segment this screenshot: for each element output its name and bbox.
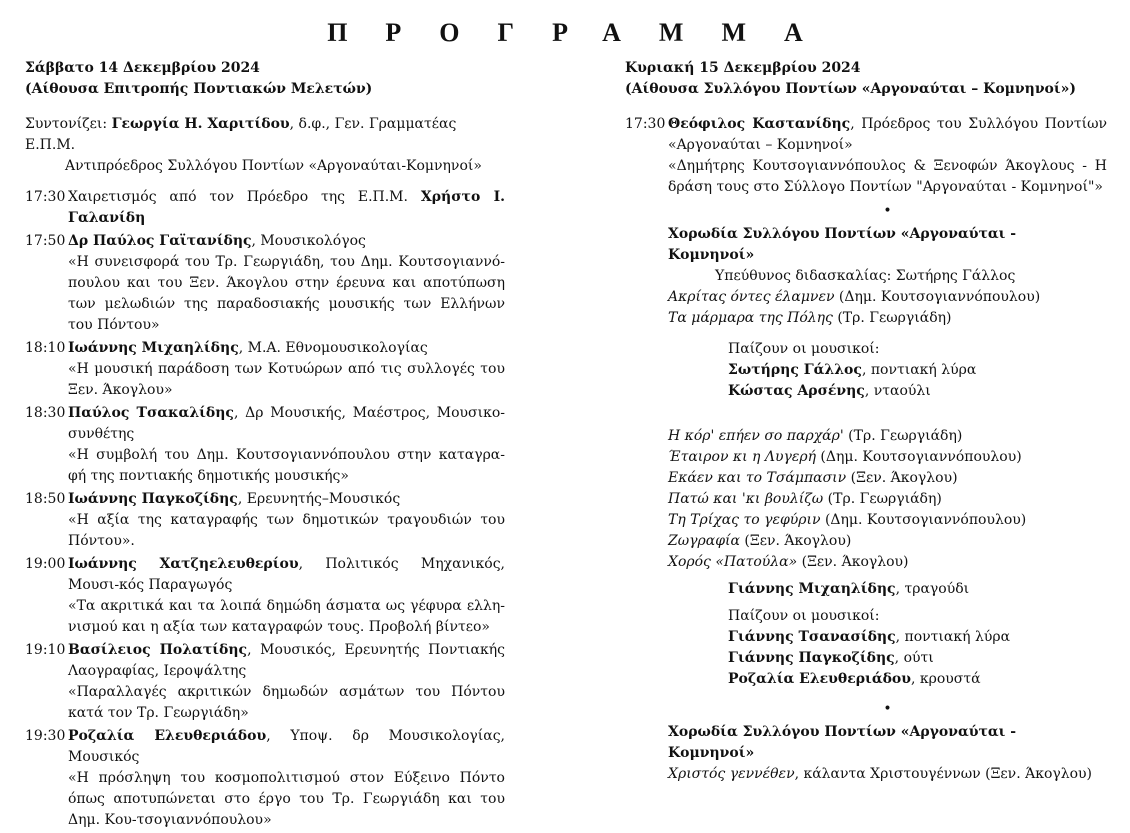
coordinator-prefix: Συντονίζει: (25, 116, 112, 132)
musician-instrument: , ποντιακή λύρα (895, 629, 1011, 645)
coordinator-name: Γεωργία Η. Χαριτίδου (111, 116, 290, 132)
talk-title: «Παραλλαγές ακριτικών δημωδών ασμάτων του Πόντου κατά τον Τρ. Γεωργιάδη» (68, 684, 505, 721)
item-prefix: Χαιρετισμός από τον Πρόεδρο της Ε.Π.Μ. (68, 189, 421, 205)
speaker-name: Βασίλειος Πολατίδης (68, 642, 248, 658)
sunday-date: Κυριακή 15 Δεκεμβρίου 2024 (625, 60, 861, 76)
choir-title-2: Χορωδία Συλλόγου Ποντίων «Αργοναύται - Κομνηνοί» (668, 724, 1017, 761)
musician-name: Ροζαλία Ελευθεριάδου (728, 671, 911, 687)
sunday-column (625, 58, 1107, 785)
speaker-name: Παύλος Τσακαλίδης (68, 405, 234, 421)
musicians-label-2: Παίζουν οι μουσικοί: (728, 608, 880, 624)
musician-item (728, 648, 1107, 669)
musician-item (728, 627, 1107, 648)
musician-instrument: , νταούλι (864, 383, 931, 399)
song-author: (Δημ. Κουτσογιαννόπουλου) (820, 512, 1027, 528)
item-time: 19:00 (25, 556, 66, 572)
schedule-item (25, 187, 505, 229)
song-title: Η κόρ' επήεν σο παρχάρ' (668, 428, 844, 444)
speaker-name: Ιωάννης Μιχαηλίδης (68, 340, 239, 356)
item-time: 17:50 (25, 233, 66, 249)
musician-instrument: , ποντιακή λύρα (861, 362, 977, 378)
musician-item (728, 669, 1107, 690)
speaker-name: Ροζαλία Ελευθεριάδου (68, 728, 267, 744)
page-title: ΠΡΟΓΡΑΜΜΑ (327, 18, 841, 47)
saturday-venue: (Αίθουσα Επιτροπής Ποντιακών Μελετών) (25, 81, 373, 97)
speaker-role: , Μουσικολόγος (251, 233, 366, 249)
singer-role: , τραγούδι (895, 581, 970, 597)
musician-list-2 (625, 627, 1107, 690)
speaker-role: , Δρ Μουσικής, Μαέστρος, Μουσικο-συνθέτης (68, 405, 505, 442)
saturday-schedule (25, 187, 505, 831)
talk-title: «Η πρόσληψη του κοσμοπολιτισμού στον Εύξεινο Πόντο όπως αποτυπώνεται στο έργο του Τρ. Γεωργιάδη και του Δημ. Κου-τσογιαννόπουλου» (68, 770, 505, 828)
song-title: Ακρίτας όντες έλαμνεν (668, 289, 835, 305)
schedule-item (25, 338, 505, 401)
schedule-item (25, 489, 505, 552)
speaker-name: Χρήστο Ι. Γαλανίδη (68, 189, 505, 226)
coordinator-role-2: Αντιπρόεδρος Συλλόγου Ποντίων «Αργοναύται-Κομνηνοί» (65, 158, 482, 174)
saturday-date: Σάββατο 14 Δεκεμβρίου 2024 (25, 60, 260, 76)
musician-name: Γιάννης Τσανασίδης (728, 629, 896, 645)
bullet-separator-2: • (883, 701, 892, 717)
song-item (668, 510, 1107, 531)
song-list-2 (625, 426, 1107, 573)
song-list-1 (625, 287, 1107, 329)
speaker-role: , Ερευνητής–Μουσικός (237, 491, 401, 507)
song-item (668, 308, 1107, 329)
song-item (668, 552, 1107, 573)
choir-title: Χορωδία Συλλόγου Ποντίων «Αργοναύται - Κομνηνοί» (668, 226, 1017, 263)
song-author: (Ξεν. Άκογλου) (846, 470, 958, 486)
item-time: 18:30 (25, 405, 66, 421)
musician-name: Γιάννης Παγκοζίδης (728, 650, 895, 666)
song-item (668, 426, 1107, 447)
song-item (668, 489, 1107, 510)
speaker-role: , Υποψ. δρ Μουσικολογίας, Μουσικός (68, 728, 505, 765)
song-title: Έταιρον κι η Λυγερή (668, 449, 816, 465)
speaker-talk: «Δημήτρης Κουτσογιαννόπουλος & Ξενοφών Άκογλους - Η δράση τους στο Σύλλογο Ποντίων "Αργοναύται - Κομνηνοί"» (668, 158, 1107, 195)
schedule-item (25, 726, 505, 831)
schedule-item (25, 231, 505, 336)
talk-title: «Η αξία της καταγραφής των δημοτικών τραγουδιών του Πόντου». (68, 512, 505, 549)
item-time: 18:10 (25, 340, 66, 356)
coordinator (25, 114, 505, 156)
item-time: 18:50 (25, 491, 66, 507)
song-title: Πατώ και 'κι βουλίζω (668, 491, 824, 507)
talk-title: «Τα ακριτικά και τα λοιπά δημώδη άσματα ως γέφυρα ελλη-νισμού και η αξία των καταγραφών τους. Προβολή βίντεο» (68, 598, 505, 635)
speaker-role: , Μουσικός, Ερευνητής Ποντιακής Λαογραφίας, Ιεροψάλτης (68, 642, 505, 679)
schedule-item (25, 640, 505, 724)
singer-name: Γιάννης Μιχαηλίδης (728, 581, 896, 597)
song-author: (Τρ. Γεωργιάδη) (843, 428, 963, 444)
song-item (668, 287, 1107, 308)
speaker-name: Ιωάννης Παγκοζίδης (68, 491, 238, 507)
song-author: (Τρ. Γεωργιάδη) (823, 491, 942, 507)
speaker-role: , Μ.Α. Εθνομουσικολογίας (238, 340, 428, 356)
song-item (668, 468, 1107, 489)
speaker-role: , Πρόεδρος του Συλλόγου Ποντίων «Αργοναύται – Κομνηνοί» (668, 116, 1107, 153)
musician-instrument: , κρουστά (910, 671, 981, 687)
item-time: 19:30 (25, 728, 66, 744)
speaker-name: Θεόφιλος Καστανίδης (668, 116, 851, 132)
musician-list-1 (625, 360, 1107, 402)
song-item (668, 447, 1107, 468)
speaker-name: Ιωάννης Χατζηελευθερίου (68, 556, 299, 572)
musicians-label: Παίζουν οι μουσικοί: (728, 341, 880, 357)
musician-name: Σωτήρης Γάλλος (728, 362, 862, 378)
song-author: (Τρ. Γεωργιάδη) (832, 310, 952, 326)
sunday-venue: (Αίθουσα Συλλόγου Ποντίων «Αργοναύται – Κομνηνοί») (625, 81, 1077, 97)
song-title: Εκάεν και το Τσάμπασιν (668, 470, 847, 486)
musician-instrument: , ούτι (894, 650, 934, 666)
song-item (668, 531, 1107, 552)
bullet-separator: • (883, 203, 892, 219)
song-author: (Δημ. Κουτσογιαννόπουλου) (815, 449, 1022, 465)
song-title: Χορός «Πατούλα» (668, 554, 798, 570)
musician-name: Κώστας Αρσένης (728, 383, 865, 399)
sunday-time: 17:30 (625, 116, 666, 132)
song-title: Τα μάρμαρα της Πόλης (668, 310, 833, 326)
song-author: (Ξεν. Άκογλου) (739, 533, 852, 549)
choir-director: Υπεύθυνος διδασκαλίας: Σωτήρης Γάλλος (715, 268, 1016, 284)
singer (625, 579, 1107, 600)
musician-item (728, 360, 1107, 381)
song-author: (Ξεν. Άκογλου) (797, 554, 909, 570)
song-title: Τη Τρίχας το γεφύριν (668, 512, 821, 528)
item-time: 17:30 (25, 189, 66, 205)
song-title: Ζωγραφία (668, 533, 740, 549)
talk-title: «Η συμβολή του Δημ. Κουτσογιαννόπουλου στην καταγρα-φή της ποντιακής δημοτικής μουσικής» (68, 447, 505, 484)
speaker-name: Δρ Παύλος Γαϊτανίδης (68, 233, 252, 249)
final-song-author: , κάλαντα Χριστουγέννων (Ξεν. Άκογλου) (794, 766, 1093, 782)
musician-item (728, 381, 1107, 402)
sunday-speaker (625, 114, 1107, 198)
talk-title: «Η μουσική παράδοση των Κοτυώρων από τις συλλογές του Ξεν. Άκογλου» (68, 361, 505, 398)
song-author: (Δημ. Κουτσογιαννόπουλου) (834, 289, 1041, 305)
saturday-column (25, 58, 505, 833)
speaker-role: , Πολιτικός Μηχανικός, Μουσι-κός Παραγωγός (68, 556, 505, 593)
item-time: 19:10 (25, 642, 66, 658)
talk-title: «Η συνεισφορά του Τρ. Γεωργιάδη, του Δημ. Κουτσογιαννό-πουλου και του Ξεν. Άκογλου στην έρευνα και αποτύπωση των μελωδιών της παραδοσιακής μουσικής των Ελλήνων του Πόντου» (68, 254, 505, 333)
final-song-title: Χριστός γεννέθεν (668, 766, 795, 782)
schedule-item (25, 554, 505, 638)
schedule-item (25, 403, 505, 487)
coordinator-role: , δ.φ., Γεν. Γραμματέας Ε.Π.Μ. (25, 116, 457, 153)
final-song (625, 764, 1107, 785)
